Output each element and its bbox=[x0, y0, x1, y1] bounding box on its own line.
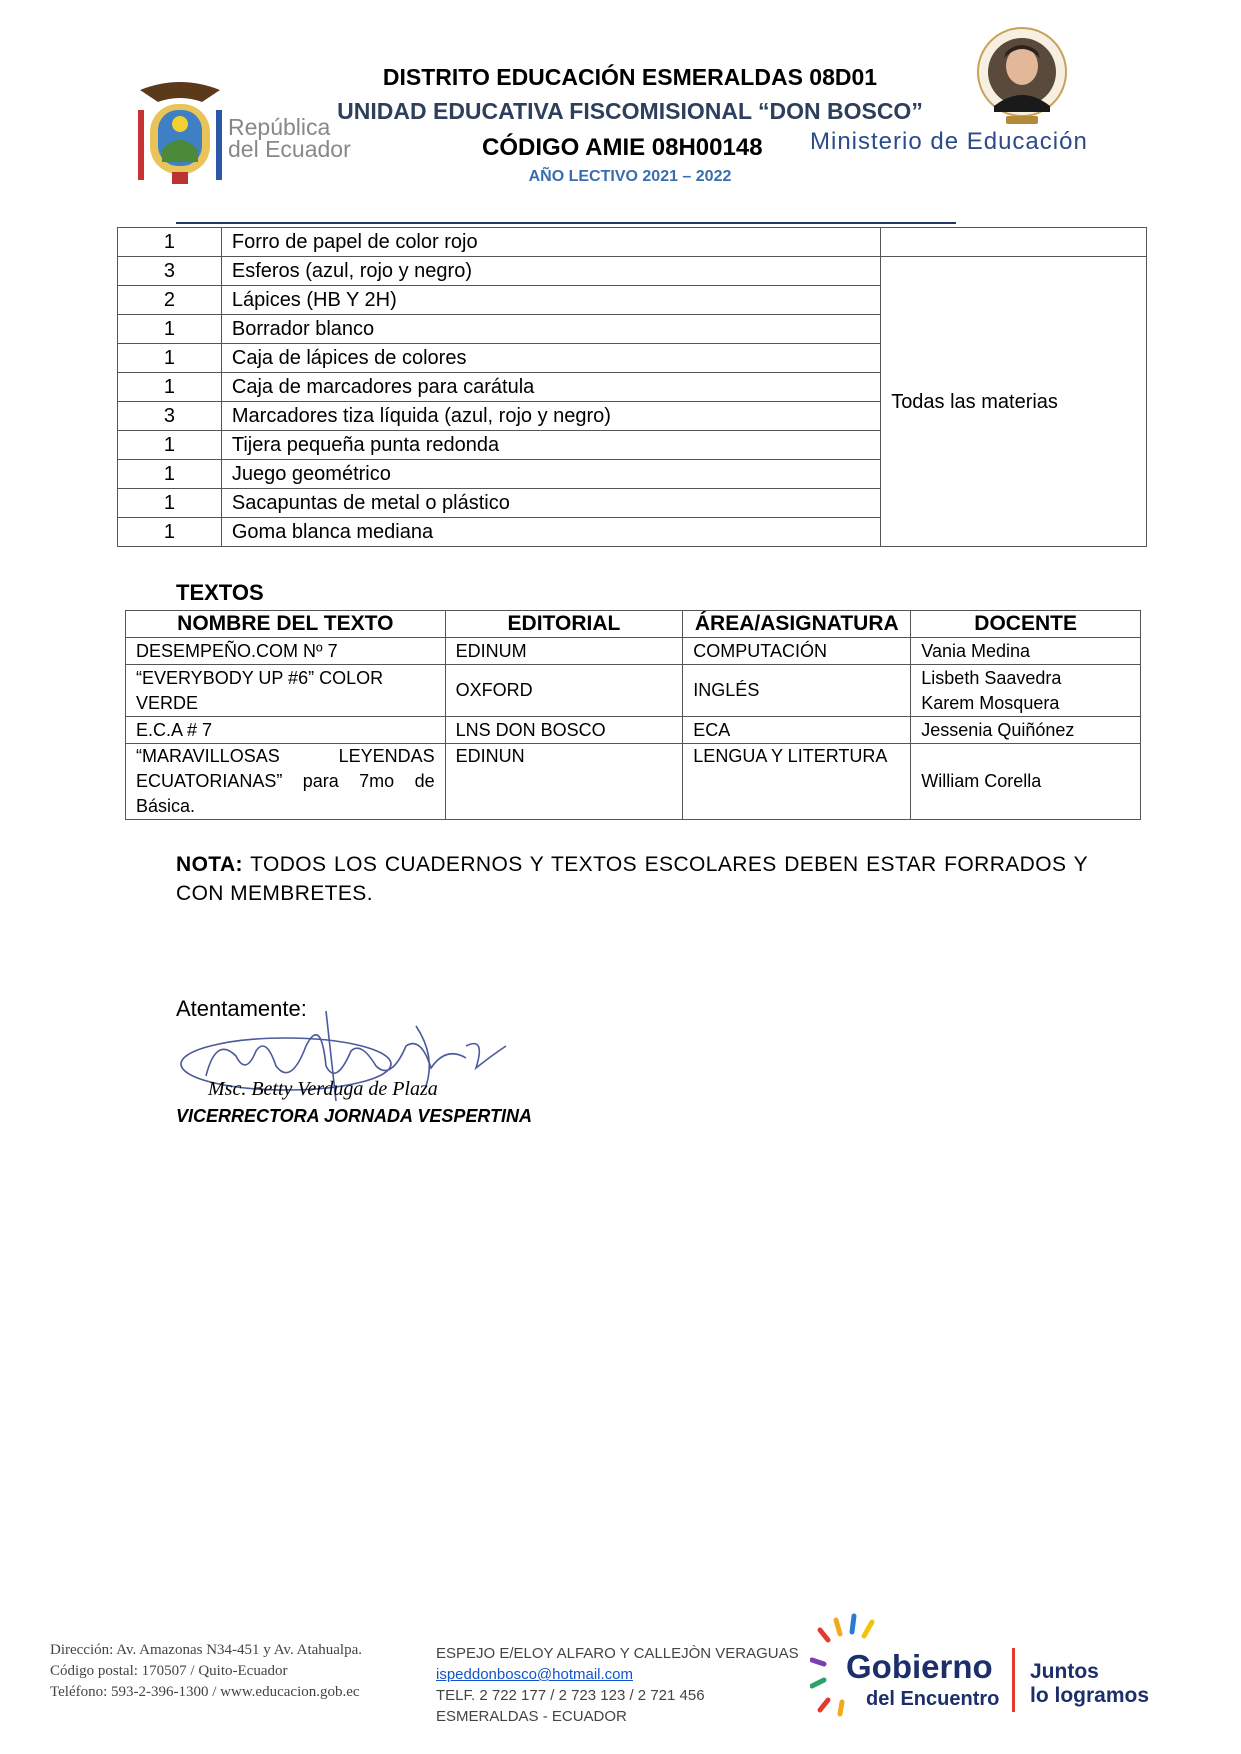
table-row bbox=[126, 717, 1141, 744]
book-editorial: OXFORD bbox=[445, 665, 683, 717]
school-email-link[interactable]: ispeddonbosco@hotmail.com bbox=[436, 1666, 633, 1683]
postal-line: Código postal: 170507 / Quito-Ecuador bbox=[50, 1663, 288, 1679]
supply-item: Esferos (azul, rojo y negro) bbox=[221, 257, 880, 286]
supply-item: Sacapuntas de metal o plástico bbox=[221, 489, 880, 518]
school-phone: TELF. 2 722 177 / 2 723 123 / 2 721 456 bbox=[436, 1687, 705, 1704]
supply-item: Tijera pequeña punta redonda bbox=[221, 431, 880, 460]
book-area: INGLÉS bbox=[683, 665, 911, 717]
supply-qty: 1 bbox=[118, 460, 222, 489]
book-teacher: Vania Medina bbox=[911, 638, 1141, 665]
phone-line: Teléfono: 593-2-396-1300 / www.educacion.gob.ec bbox=[50, 1684, 360, 1700]
supply-qty: 1 bbox=[118, 518, 222, 547]
book-teacher: William Corella bbox=[911, 744, 1141, 820]
teacher-line-2: Karem Mosquera bbox=[921, 692, 1060, 713]
note-text: TODOS LOS CUADERNOS Y TEXTOS ESCOLARES DEBEN ESTAR FORRADOS Y CON MEMBRETES. bbox=[176, 853, 1088, 905]
column-header: NOMBRE DEL TEXTO bbox=[126, 611, 446, 638]
book-editorial: EDINUN bbox=[445, 744, 683, 820]
supplies-table bbox=[117, 227, 1147, 547]
book-area: LENGUA Y LITERTURA bbox=[683, 744, 911, 820]
table-row bbox=[118, 257, 1147, 286]
supply-item: Caja de lápices de colores bbox=[221, 344, 880, 373]
slogan-line-1: Juntos bbox=[1030, 1660, 1099, 1683]
district-title: DISTRITO EDUCACIÓN ESMERALDAS 08D01 bbox=[382, 64, 878, 90]
books-heading: TEXTOS bbox=[176, 580, 264, 605]
ministry-address bbox=[50, 1640, 362, 1703]
ecuador-coat-of-arms bbox=[132, 80, 228, 188]
supply-qty: 2 bbox=[118, 286, 222, 315]
slogan bbox=[1030, 1660, 1149, 1708]
column-header: EDITORIAL bbox=[445, 611, 683, 638]
supply-qty: 3 bbox=[118, 402, 222, 431]
table-row bbox=[126, 665, 1141, 717]
school-city: ESMERALDAS - ECUADOR bbox=[436, 1708, 627, 1725]
supply-qty: 1 bbox=[118, 431, 222, 460]
supply-qty: 1 bbox=[118, 373, 222, 402]
table-row bbox=[126, 638, 1141, 665]
table-header-row bbox=[126, 611, 1141, 638]
book-editorial: LNS DON BOSCO bbox=[445, 717, 683, 744]
supply-qty: 1 bbox=[118, 489, 222, 518]
school-address: ESPEJO E/ELOY ALFARO Y CALLEJÒN VERAGUAS bbox=[436, 1645, 799, 1662]
book-name: DESEMPEÑO.COM Nº 7 bbox=[126, 638, 446, 665]
closing-greeting: Atentamente: bbox=[176, 996, 307, 1021]
supply-qty: 1 bbox=[118, 315, 222, 344]
supply-item: Goma blanca mediana bbox=[221, 518, 880, 547]
supply-qty: 3 bbox=[118, 257, 222, 286]
table-row bbox=[118, 228, 1147, 257]
republic-line-2: del Ecuador bbox=[228, 136, 351, 162]
header-divider bbox=[176, 222, 956, 224]
supply-item: Caja de marcadores para carátula bbox=[221, 373, 880, 402]
supply-subject-empty bbox=[881, 228, 1147, 257]
signer-role: VICERRECTORA JORNADA VESPERTINA bbox=[176, 1106, 533, 1126]
note bbox=[176, 850, 1088, 908]
book-editorial: EDINUM bbox=[445, 638, 683, 665]
supply-item: Forro de papel de color rojo bbox=[221, 228, 880, 257]
book-area: COMPUTACIÓN bbox=[683, 638, 911, 665]
logo-divider bbox=[1012, 1648, 1015, 1712]
supply-qty: 1 bbox=[118, 228, 222, 257]
gobierno-subtitle: del Encuentro bbox=[866, 1688, 1000, 1710]
book-teacher: Jessenia Quiñónez bbox=[911, 717, 1141, 744]
amie-code: CÓDIGO AMIE 08H00148 bbox=[482, 134, 763, 161]
supply-item: Juego geométrico bbox=[221, 460, 880, 489]
ministry-label: Ministerio de Educación bbox=[810, 128, 1088, 155]
republic-line-1: República bbox=[228, 114, 331, 140]
address-line: Dirección: Av. Amazonas N34-451 y Av. Atahualpa. bbox=[50, 1642, 363, 1658]
don-bosco-seal bbox=[976, 26, 1068, 126]
supply-item: Lápices (HB Y 2H) bbox=[221, 286, 880, 315]
school-year: AÑO LECTIVO 2021 – 2022 bbox=[528, 168, 732, 185]
column-header: ÁREA/ASIGNATURA bbox=[683, 611, 911, 638]
teacher-line-1: Lisbeth Saavedra bbox=[921, 667, 1062, 688]
supply-item: Borrador blanco bbox=[221, 315, 880, 344]
supply-subject: Todas las materias bbox=[881, 257, 1147, 547]
column-header: DOCENTE bbox=[911, 611, 1141, 638]
gobierno-title: Gobierno bbox=[846, 1648, 993, 1685]
school-contact bbox=[436, 1643, 799, 1727]
slogan-line-2: lo logramos bbox=[1030, 1684, 1150, 1707]
book-name: “MARAVILLOSAS LEYENDAS ECUATORIANAS” para 7mo de Básica. bbox=[126, 744, 446, 820]
books-table bbox=[125, 610, 1141, 820]
book-teacher bbox=[911, 665, 1141, 717]
book-area: ECA bbox=[683, 717, 911, 744]
school-name: UNIDAD EDUCATIVA FISCOMISIONAL “DON BOSCO” bbox=[337, 98, 923, 124]
supply-item: Marcadores tiza líquida (azul, rojo y negro) bbox=[221, 402, 880, 431]
book-name: E.C.A # 7 bbox=[126, 717, 446, 744]
signer-name: Msc. Betty Verduga de Plaza bbox=[208, 1078, 438, 1100]
book-name: “EVERYBODY UP #6” COLOR VERDE bbox=[126, 665, 446, 717]
table-row bbox=[126, 744, 1141, 820]
supply-qty: 1 bbox=[118, 344, 222, 373]
note-label: NOTA: bbox=[176, 853, 243, 876]
